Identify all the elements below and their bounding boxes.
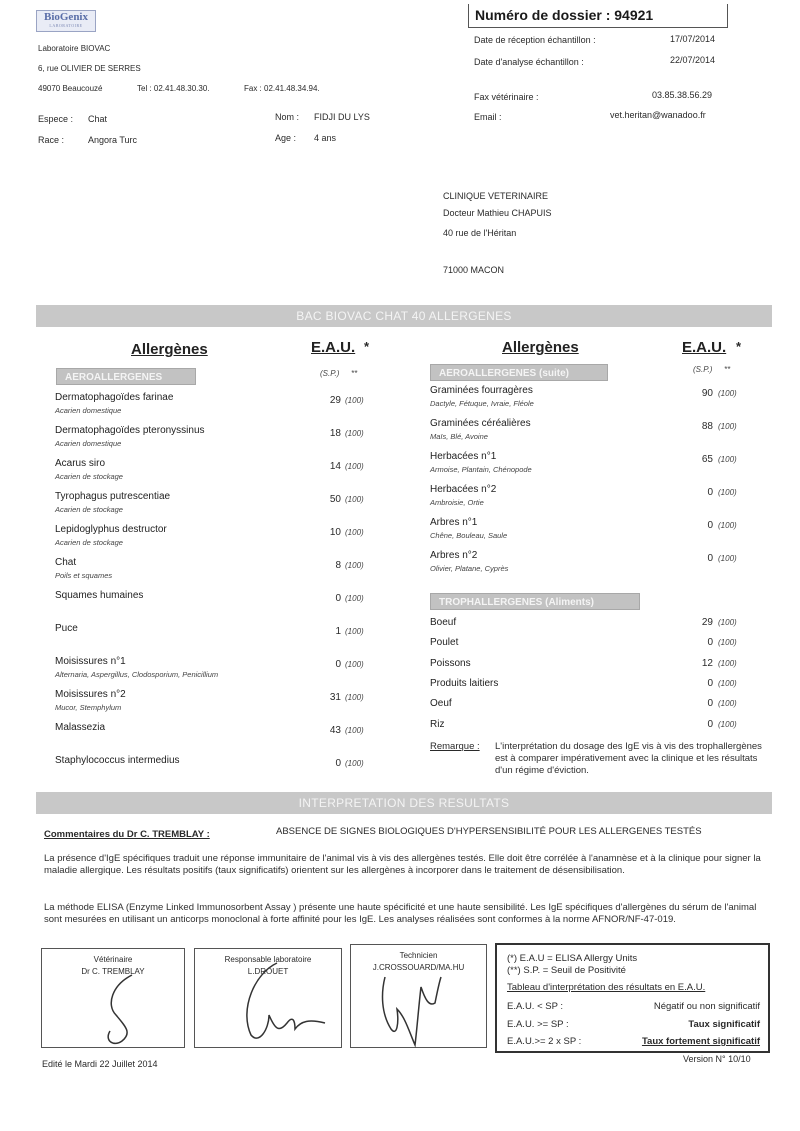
allergen-sub: Dactyle, Fétuque, Ivraie, Fléole bbox=[430, 399, 534, 408]
allergen-name: Arbres n°1 bbox=[430, 517, 478, 528]
race-label: Race : bbox=[38, 135, 65, 145]
nom-value: FIDJI DU LYS bbox=[314, 112, 370, 122]
allergen-sub: Chêne, Bouleau, Saule bbox=[430, 531, 508, 540]
allergen-sp-ref: (100) bbox=[718, 422, 737, 431]
allergen-sp-ref: (100) bbox=[718, 521, 737, 530]
allergen-sub: Maïs, Blé, Avoine bbox=[430, 432, 488, 441]
allergen-name: Tyrophagus putrescentiae bbox=[55, 491, 171, 502]
allergen-sub: Acarien de stockage bbox=[55, 472, 123, 481]
resp-signature-box bbox=[194, 948, 342, 1048]
allergen-name: Herbacées n°2 bbox=[430, 484, 497, 495]
allergen-name: Chat bbox=[55, 557, 77, 568]
allergen-name: Graminées céréalières bbox=[430, 418, 531, 429]
right-allergenes-header: Allergènes bbox=[502, 339, 579, 356]
allergen-sp-ref: (100) bbox=[718, 389, 737, 398]
allergen-sub: Alternaria, Aspergillus, Clodosporium, Penicillium bbox=[55, 670, 219, 679]
lab-city: 49070 Beaucouzé bbox=[38, 84, 103, 93]
aero-section-band: AEROALLERGENES bbox=[56, 368, 196, 385]
left-sp-star: ** bbox=[351, 369, 358, 378]
allergen-sp-ref: (100) bbox=[718, 618, 737, 627]
email-value: vet.heritan@wanadoo.fr bbox=[610, 110, 706, 120]
right-eau-star: * bbox=[736, 339, 742, 354]
espece-value: Chat bbox=[88, 114, 108, 124]
tech-signature bbox=[375, 973, 455, 1049]
allergen-value: 29 bbox=[329, 395, 341, 406]
legend-cond-1: E.A.U. < SP : bbox=[507, 1001, 564, 1012]
resp-title: Responsable laboratoire bbox=[224, 955, 312, 964]
fax-vet-value: 03.85.38.56.29 bbox=[652, 90, 713, 100]
allergen-value: 0 bbox=[335, 758, 341, 769]
allergen-value: 0 bbox=[335, 593, 341, 604]
allergen-sp-ref: (100) bbox=[718, 678, 737, 688]
allergen-name: Dermatophagoïdes farinae bbox=[55, 392, 174, 403]
footer-version: Version N° 10/10 bbox=[683, 1054, 751, 1064]
tech-title: Technicien bbox=[399, 951, 438, 960]
allergen-sub: Armoise, Plantain, Chénopode bbox=[430, 465, 532, 474]
allergen-value: 0 bbox=[707, 718, 713, 730]
age-label: Age : bbox=[275, 133, 297, 143]
legend-cond-2: E.A.U. >= SP : bbox=[507, 1019, 569, 1030]
legend-sp-def: (**) S.P. = Seuil de Positivité bbox=[507, 965, 626, 976]
logo-subtext: LABORATOIRE bbox=[49, 23, 83, 28]
aero-suite-section-band: AEROALLERGENES (suite) bbox=[430, 364, 608, 381]
legend-box bbox=[495, 943, 770, 1053]
analyse-label: Date d'analyse échantillon : bbox=[474, 57, 584, 67]
right-sp-label: (S.P.) bbox=[693, 365, 713, 374]
allergen-name: Moisissures n°2 bbox=[55, 689, 126, 700]
left-eau-header: E.A.U. bbox=[311, 339, 356, 356]
footer-edited: Edité le Mardi 22 Juillet 2014 bbox=[42, 1059, 158, 1069]
interpretation-band: INTERPRETATION DES RESULTATS bbox=[36, 792, 772, 814]
left-allergenes-header: Allergènes bbox=[131, 341, 208, 358]
allergen-sp-ref: (100) bbox=[718, 455, 737, 464]
allergen-name: Arbres n°2 bbox=[430, 550, 478, 561]
allergen-value: 88 bbox=[701, 421, 713, 432]
allergen-sub: Poils et squames bbox=[55, 571, 113, 580]
allergen-sp-ref: (100) bbox=[345, 528, 364, 537]
vet-signature bbox=[92, 971, 152, 1049]
lab-address: 6, rue OLIVIER DE SERRES bbox=[38, 64, 141, 73]
paragraph-ige: La présence d'IgE spécifiques traduit une réponse immunitaire de l'animal vis à vis des allergènes testés. Elle doit être corrélée à l'anamnèse et à la clinique pour signer la maladie allergique. Les résultats positifs (taux significatifs) orientent sur les allergènes à incorporer dans le traitement de désensibilisation. bbox=[44, 853, 761, 876]
allergen-sub: Acarien de stockage bbox=[55, 538, 123, 547]
recipient-line3: 40 rue de l'Héritan bbox=[443, 228, 517, 238]
allergen-value: 65 bbox=[701, 454, 713, 465]
allergen-name: Acarus siro bbox=[55, 458, 106, 469]
allergen-name: Produits laitiers bbox=[430, 677, 499, 689]
allergen-sub: Acarien de stockage bbox=[55, 505, 123, 514]
paragraph-elisa: La méthode ELISA (Enzyme Linked Immunosorbent Assay ) présente une haute spécificité et une haute sensibilité. Les IgE spécifiques d'allergènes du sérum de l'animal sont mesurées en utilisant un anticorps monoclonal à forte affinité pour les IgE. Les analyses réalisées sont conformes à la norme AFNOR/NF-47-019. bbox=[44, 902, 757, 925]
allergen-value: 43 bbox=[329, 725, 341, 736]
comment-label: Commentaires du Dr C. TREMBLAY : bbox=[44, 829, 210, 840]
dossier-number: Numéro de dossier : 94921 bbox=[468, 4, 728, 28]
age-value: 4 ans bbox=[314, 133, 337, 143]
comment-text: ABSENCE DE SIGNES BIOLOGIQUES D'HYPERSENSIBILITÉ POUR LES ALLERGENES TESTÉS bbox=[276, 826, 702, 837]
left-sp-label: (S.P.) bbox=[320, 369, 340, 378]
allergen-value: 14 bbox=[329, 461, 341, 472]
panel-title-band: BAC BIOVAC CHAT 40 ALLERGENES bbox=[36, 305, 772, 327]
allergen-sp-ref: (100) bbox=[718, 554, 737, 563]
allergen-value: 29 bbox=[701, 617, 713, 628]
allergen-value: 8 bbox=[335, 560, 341, 571]
allergen-sp-ref: (100) bbox=[718, 488, 737, 497]
allergen-sp-ref: (100) bbox=[345, 759, 364, 768]
allergen-sp-ref: (100) bbox=[345, 660, 364, 669]
allergen-value: 0 bbox=[707, 637, 713, 649]
vet-name: Dr C. TREMBLAY bbox=[81, 967, 145, 976]
allergen-sp-ref: (100) bbox=[718, 638, 737, 648]
allergen-value: 0 bbox=[707, 698, 713, 710]
allergen-name: Graminées fourragères bbox=[430, 385, 533, 396]
allergen-value: 50 bbox=[329, 494, 341, 505]
allergen-value: 90 bbox=[701, 388, 713, 399]
allergen-name: Oeuf bbox=[430, 698, 452, 710]
recipient-line4: 71000 MACON bbox=[443, 265, 505, 275]
lab-fax: Fax : 02.41.48.34.94. bbox=[244, 84, 320, 93]
remarque-label: Remarque : bbox=[430, 741, 480, 752]
vet-signature-box bbox=[41, 948, 185, 1048]
allergen-name: Staphylococcus intermedius bbox=[55, 755, 180, 766]
allergen-name: Herbacées n°1 bbox=[430, 451, 497, 462]
reception-date: 17/07/2014 bbox=[670, 34, 716, 44]
allergen-sp-ref: (100) bbox=[345, 693, 364, 702]
remarque-text: L'interprétation du dosage des IgE vis à vis des trophallergènes est à comparer impérativement avec la clinique et les résultats d'un régime d'éviction. bbox=[495, 741, 762, 776]
allergen-name: Boeuf bbox=[430, 617, 457, 628]
allergen-value: 0 bbox=[335, 659, 341, 670]
left-eau-star: * bbox=[364, 339, 370, 354]
analyse-date: 22/07/2014 bbox=[670, 55, 716, 65]
tech-signature-box bbox=[350, 944, 487, 1048]
allergen-sub: Olivier, Platane, Cyprès bbox=[430, 564, 509, 573]
lab-name: Laboratoire BIOVAC bbox=[38, 44, 111, 53]
nom-label: Nom : bbox=[275, 112, 300, 122]
vet-title: Vétérinaire bbox=[93, 955, 133, 964]
allergen-sp-ref: (100) bbox=[345, 627, 364, 636]
recipient-line2: Docteur Mathieu CHAPUIS bbox=[443, 208, 552, 218]
allergen-value: 1 bbox=[335, 626, 341, 637]
legend-result-1: Négatif ou non significatif bbox=[653, 1001, 760, 1012]
allergen-value: 18 bbox=[329, 428, 341, 439]
allergen-value: 31 bbox=[329, 692, 341, 703]
legend-result-3: Taux fortement significatif bbox=[641, 1036, 760, 1047]
allergen-sp-ref: (100) bbox=[345, 396, 364, 405]
biogenix-logo bbox=[36, 10, 96, 32]
allergen-name: Moisissures n°1 bbox=[55, 656, 126, 667]
recipient-line1: CLINIQUE VETERINAIRE bbox=[443, 191, 549, 201]
right-sp-star: ** bbox=[724, 365, 731, 374]
legend-cond-3: E.A.U.>= 2 x SP : bbox=[507, 1036, 582, 1047]
allergen-name: Squames humaines bbox=[55, 590, 144, 601]
allergen-sub: Acarien domestique bbox=[55, 439, 122, 448]
allergen-sp-ref: (100) bbox=[345, 495, 364, 504]
legend-result-2: Taux significatif bbox=[688, 1019, 760, 1030]
allergen-sp-ref: (100) bbox=[718, 658, 737, 668]
allergen-name: Poissons bbox=[430, 657, 471, 669]
email-label: Email : bbox=[474, 112, 502, 122]
lab-tel: Tel : 02.41.48.30.30. bbox=[137, 84, 210, 93]
allergen-sub: Acarien domestique bbox=[55, 406, 122, 415]
tech-name: J.CROSSOUARD/MA.HU bbox=[372, 963, 465, 972]
logo-text: BioGenix bbox=[43, 11, 88, 23]
allergen-value: 0 bbox=[707, 677, 713, 689]
allergen-sp-ref: (100) bbox=[345, 462, 364, 471]
allergen-sp-ref: (100) bbox=[345, 429, 364, 438]
allergen-value: 0 bbox=[707, 487, 713, 498]
allergen-sub: Mucor, Stemphylum bbox=[55, 703, 122, 712]
allergen-value: 0 bbox=[707, 520, 713, 531]
allergen-value: 12 bbox=[701, 657, 713, 669]
allergen-sp-ref: (100) bbox=[718, 699, 737, 709]
allergen-sp-ref: (100) bbox=[345, 594, 364, 603]
espece-label: Espece : bbox=[38, 114, 74, 124]
allergen-name: Puce bbox=[55, 623, 78, 634]
allergen-name: Riz bbox=[430, 718, 445, 730]
allergen-name: Poulet bbox=[430, 637, 459, 649]
allergen-sp-ref: (100) bbox=[345, 561, 364, 570]
reception-label: Date de réception échantillon : bbox=[474, 35, 596, 45]
tropho-section-band: TROPHALLERGENES (Aliments) bbox=[430, 593, 640, 610]
allergen-value: 0 bbox=[707, 553, 713, 564]
allergen-value: 10 bbox=[329, 527, 341, 538]
allergen-sp-ref: (100) bbox=[718, 719, 737, 729]
resp-signature bbox=[235, 959, 335, 1047]
allergen-name: Malassezia bbox=[55, 722, 106, 733]
allergen-sub: Ambroisie, Ortie bbox=[430, 498, 484, 507]
allergen-sp-ref: (100) bbox=[345, 726, 364, 735]
fax-vet-label: Fax vétérinaire : bbox=[474, 92, 539, 102]
allergen-name: Lepidoglyphus destructor bbox=[55, 524, 167, 535]
right-eau-header: E.A.U. bbox=[682, 339, 727, 356]
allergen-name: Dermatophagoïdes pteronyssinus bbox=[55, 425, 205, 436]
legend-eau-def: (*) E.A.U = ELISA Allergy Units bbox=[507, 953, 638, 964]
resp-name: L.DROUET bbox=[247, 967, 289, 976]
legend-table-title: Tableau d'interprétation des résultats en E.A.U. bbox=[507, 982, 706, 993]
race-value: Angora Turc bbox=[88, 135, 138, 145]
